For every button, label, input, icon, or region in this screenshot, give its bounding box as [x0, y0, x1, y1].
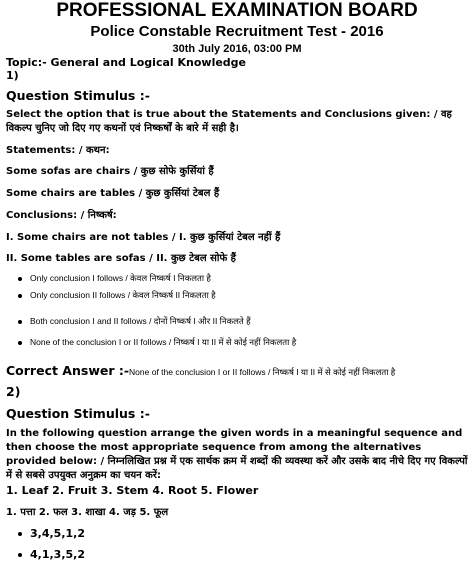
bullet-icon — [18, 277, 22, 281]
conclusion-1: I. Some chairs are not tables / I. कुछ कुर्सियां टेबल नहीं हैं — [6, 232, 281, 243]
topic-label: Topic:- General and Logical Knowledge — [6, 56, 247, 69]
option-3[interactable] — [18, 316, 251, 327]
option-1[interactable] — [18, 273, 211, 284]
exam-title: Police Constable Recruitment Test - 2016 — [90, 23, 384, 40]
question-instruction: Select the option that is true about the Statements and Conclusions given: / वह विकल्प चुनिए जो दिए गए कथनों एवं निष्कर्षों के बारे में सही है। — [6, 109, 452, 134]
question-instruction: In the following question arrange the given words in a meaningful sequence and then choose the most appropriate sequence from among the alternatives provided below: / निम्नलिखित प्रश्न में एक सार्थक क्रम में शब्दों की व्यवस्था करें और उसके बाद नीचे दिए गए विकल्पों में से सबसे उपयुक्त अनुक्रम का चयन करें: — [6, 428, 468, 481]
correct-answer-text: None of the conclusion I or II follows / निष्कर्ष I या II में से कोई नहीं निकलता है — [129, 367, 396, 377]
option-1[interactable] — [18, 527, 85, 540]
option-4[interactable] — [18, 337, 296, 348]
option-label: None of the conclusion I or II follows / निष्कर्ष I या II में से कोई नहीं निकलता है — [30, 337, 297, 347]
option-label: Both conclusion I and II follows / दोनों निष्कर्ष I और II निकलते हैं — [30, 316, 251, 326]
question-stimulus-label: Question Stimulus :- — [6, 88, 150, 103]
word-list-english: 1. Leaf 2. Fruit 3. Stem 4. Root 5. Flower — [6, 484, 259, 497]
bullet-icon — [18, 532, 22, 536]
question-stimulus-label: Question Stimulus :- — [6, 406, 150, 421]
conclusion-2: II. Some tables are sofas / II. कुछ टेबल सोफे हैं — [6, 253, 236, 264]
option-label: 4,1,3,5,2 — [30, 548, 85, 561]
option-label: Only conclusion I follows / केवल निष्कर्ष I निकलता है — [30, 273, 211, 283]
option-label: 3,4,5,1,2 — [30, 527, 85, 540]
statement-2: Some chairs are tables / कुछ कुर्सियां टेबल हैं — [6, 188, 220, 199]
conclusions-label: Conclusions: / निष्कर्ष: — [6, 210, 117, 221]
statement-1: Some sofas are chairs / कुछ सोफे कुर्सियां हैं — [6, 166, 214, 177]
exam-datetime: 30th July 2016, 03:00 PM — [172, 43, 302, 55]
bullet-icon — [18, 341, 22, 345]
board-title: PROFESSIONAL EXAMINATION BOARD — [56, 0, 418, 21]
question-number-2: 2) — [6, 384, 21, 399]
word-list-hindi: 1. पत्ता 2. फल 3. शाखा 4. जड़ 5. फूल — [6, 507, 169, 518]
option-2[interactable] — [18, 290, 216, 301]
statements-label: Statements: / कथन: — [6, 145, 110, 156]
correct-answer — [6, 360, 395, 379]
correct-answer-label: Correct Answer :- — [6, 363, 130, 378]
question-number-1: 1) — [6, 69, 19, 82]
option-label: Only conclusion II follows / केवल निष्कर्ष II निकलता है — [30, 290, 216, 300]
bullet-icon — [18, 553, 22, 557]
option-2[interactable] — [18, 548, 85, 561]
bullet-icon — [18, 320, 22, 324]
bullet-icon — [18, 294, 22, 298]
